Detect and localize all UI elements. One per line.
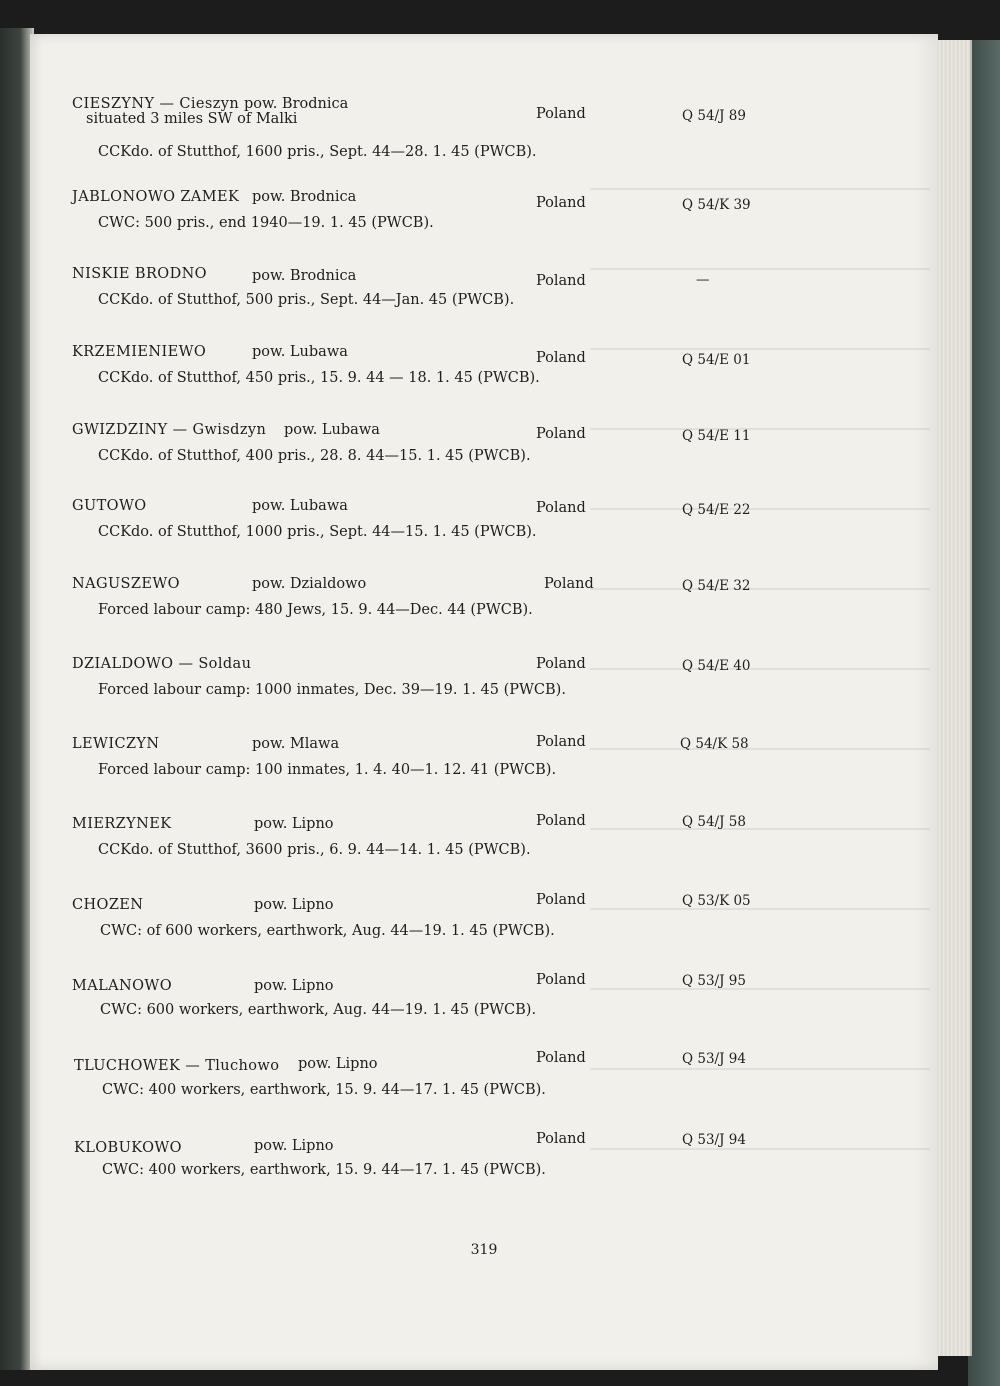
- map-reference: Q 54/E 11: [682, 428, 751, 444]
- country: Poland: [536, 350, 586, 366]
- place-name: CHOZEN: [72, 897, 144, 913]
- entry-jablonowo-zamek: [30, 189, 938, 249]
- country: Poland: [536, 1131, 586, 1147]
- map-reference: Q 54/K 39: [682, 197, 751, 213]
- district: pow. Lubawa: [284, 422, 380, 438]
- place-name: MIERZYNEK: [72, 816, 172, 832]
- place-name: KLOBUKOWO: [74, 1140, 182, 1156]
- map-reference: Q 54/J 58: [682, 814, 746, 830]
- district: pow. Lipno: [254, 897, 334, 913]
- place-name: TLUCHOWEK — Tluchowo: [74, 1058, 280, 1074]
- country: Poland: [536, 1050, 586, 1066]
- camp-detail: CCKdo. of Stutthof, 1600 pris., Sept. 44—28. 1. 45 (PWCB).: [98, 144, 537, 160]
- camp-detail: CCKdo. of Stutthof, 400 pris., 28. 8. 44—15. 1. 45 (PWCB).: [98, 448, 531, 464]
- place-name: NISKIE BRODNO: [72, 266, 207, 282]
- country: Poland: [536, 656, 586, 672]
- entry-gwizdziny: [30, 422, 938, 482]
- location-note: situated 3 miles SW of Malki: [86, 111, 298, 127]
- country: Poland: [536, 972, 586, 988]
- page-edges: [936, 40, 972, 1356]
- district: pow. Dzialdowo: [252, 576, 367, 592]
- camp-detail: CCKdo. of Stutthof, 3600 pris., 6. 9. 44—14. 1. 45 (PWCB).: [98, 842, 531, 858]
- page-number: 319: [470, 1242, 498, 1258]
- camp-detail: CWC: 500 pris., end 1940—19. 1. 45 (PWCB).: [98, 215, 434, 231]
- country: Poland: [536, 734, 586, 750]
- place-name: LEWICZYN: [72, 736, 160, 752]
- entry-lewiczyn: [30, 736, 938, 796]
- book-binding-left: [0, 28, 34, 1370]
- country: Poland: [544, 576, 594, 592]
- entry-malanowo: [30, 972, 938, 1038]
- place-name: NAGUSZEWO: [72, 576, 180, 592]
- camp-detail: CWC: 400 workers, earthwork, 15. 9. 44—17. 1. 45 (PWCB).: [102, 1082, 546, 1098]
- country: Poland: [536, 106, 586, 122]
- country: Poland: [536, 813, 586, 829]
- country: Poland: [536, 500, 586, 516]
- camp-detail: Forced labour camp: 100 inmates, 1. 4. 40—1. 12. 41 (PWCB).: [98, 762, 557, 778]
- camp-detail: CCKdo. of Stutthof, 1000 pris., Sept. 44—15. 1. 45 (PWCB).: [98, 524, 537, 540]
- district: pow. Brodnica: [244, 96, 349, 112]
- camp-detail: Forced labour camp: 480 Jews, 15. 9. 44—Dec. 44 (PWCB).: [98, 602, 533, 618]
- entry-niskie-brodno: [30, 266, 938, 326]
- camp-detail: CWC: of 600 workers, earthwork, Aug. 44—19. 1. 45 (PWCB).: [100, 923, 555, 939]
- entry-dzialdowo: [30, 656, 938, 716]
- book-page: [30, 34, 938, 1370]
- entry-naguszewo: [30, 576, 938, 636]
- district: pow. Lipno: [254, 1138, 334, 1154]
- entry-cieszyny: [30, 96, 938, 160]
- entry-gutowo: [30, 498, 938, 558]
- map-reference: Q 54/E 32: [682, 578, 751, 594]
- place-name: GUTOWO: [72, 498, 147, 514]
- district: pow. Lubawa: [252, 344, 348, 360]
- country: Poland: [536, 195, 586, 211]
- map-reference: Q 53/J 94: [682, 1132, 746, 1148]
- map-reference: Q 54/J 89: [682, 108, 746, 124]
- camp-detail: CWC: 400 workers, earthwork, 15. 9. 44—17. 1. 45 (PWCB).: [102, 1162, 546, 1178]
- book-cover-right: [968, 40, 1000, 1386]
- entry-mierzynek: [30, 813, 938, 876]
- map-reference: Q 54/E 01: [682, 352, 751, 368]
- district: pow. Brodnica: [252, 189, 357, 205]
- country: Poland: [536, 426, 586, 442]
- country: Poland: [536, 273, 586, 289]
- place-name: KRZEMIENIEWO: [72, 344, 207, 360]
- map-reference: Q 53/J 95: [682, 973, 746, 989]
- entry-chozen: [30, 892, 938, 957]
- place-name: DZIALDOWO — Soldau: [72, 656, 252, 672]
- place-name: MALANOWO: [72, 978, 172, 994]
- entry-klobukowo: [30, 1131, 938, 1200]
- place-name: GWIZDZINY — Gwisdzyn: [72, 422, 267, 438]
- country: Poland: [536, 892, 586, 908]
- district: pow. Mlawa: [252, 736, 340, 752]
- district: pow. Lubawa: [252, 498, 348, 514]
- entry-tluchowek: [30, 1050, 938, 1118]
- camp-detail: CCKdo. of Stutthof, 500 pris., Sept. 44—Jan. 45 (PWCB).: [98, 292, 515, 308]
- district: pow. Lipno: [254, 978, 334, 994]
- camp-detail: CCKdo. of Stutthof, 450 pris., 15. 9. 44 — 18. 1. 45 (PWCB).: [98, 370, 540, 386]
- place-name: JABLONOWO ZAMEK: [72, 189, 240, 205]
- map-reference: Q 54/E 22: [682, 502, 751, 518]
- camp-detail: Forced labour camp: 1000 inmates, Dec. 39—19. 1. 45 (PWCB).: [98, 682, 566, 698]
- map-reference: Q 53/K 05: [682, 893, 751, 909]
- map-reference: Q 53/J 94: [682, 1051, 746, 1067]
- map-reference: —: [696, 272, 710, 288]
- place-name: CIESZYNY — Cieszyn: [72, 96, 240, 112]
- map-reference: Q 54/E 40: [682, 658, 751, 674]
- camp-detail: CWC: 600 workers, earthwork, Aug. 44—19. 1. 45 (PWCB).: [100, 1002, 537, 1018]
- district: pow. Lipno: [254, 816, 334, 832]
- district: pow. Lipno: [298, 1056, 378, 1072]
- map-reference: Q 54/K 58: [680, 736, 749, 752]
- district: pow. Brodnica: [252, 268, 357, 284]
- entry-krzemieniewo: [30, 344, 938, 404]
